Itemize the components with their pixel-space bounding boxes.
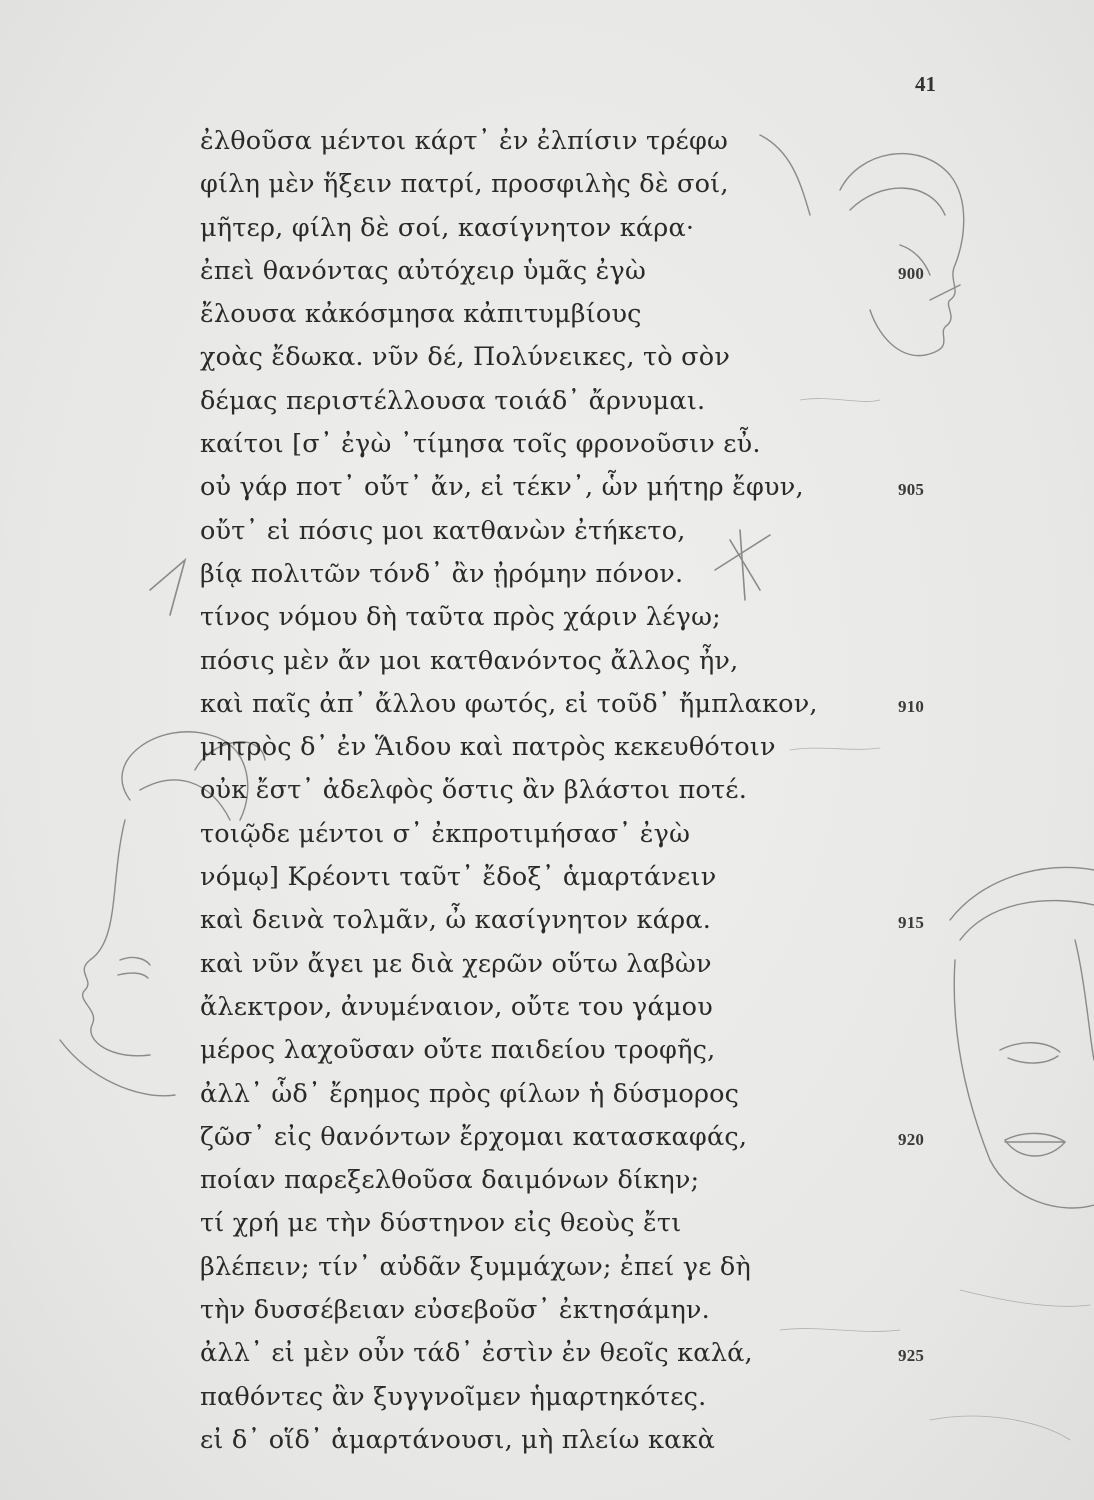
verse-line bbox=[200, 1246, 920, 1289]
verse-text: τοιῷδε μέντοι σ᾽ ἐκπροτιμήσασ᾽ ἐγὼ bbox=[200, 818, 691, 849]
verse-line bbox=[200, 1159, 920, 1202]
verse-line bbox=[200, 856, 920, 899]
verse-line bbox=[200, 553, 920, 596]
verse-text: τίνος νόμου δὴ ταῦτα πρὸς χάριν λέγω; bbox=[200, 602, 721, 633]
line-number: 910 bbox=[898, 696, 925, 716]
verse-line bbox=[200, 250, 925, 293]
verse-text: καίτοι [σ᾽ ἐγὼ ᾽τίμησα τοῖς φρονοῦσιν εὖ. bbox=[200, 429, 761, 460]
verse-text: μῆτερ, φίλη δὲ σοί, κασίγνητον κάρα· bbox=[200, 212, 695, 243]
verse-text: φίλη μὲν ἥξειν πατρί, προσφιλὴς δὲ σοί, bbox=[200, 169, 729, 200]
verse-text: ζῶσ᾽ εἰς θανόντων ἔρχομαι κατασκαφάς, bbox=[200, 1121, 748, 1152]
verse-line bbox=[200, 1332, 925, 1375]
verse-text: χοὰς ἔδωκα. νῦν δέ, Πολύνεικες, τὸ σὸν bbox=[200, 342, 731, 373]
verse-text: βίᾳ πολιτῶν τόνδ᾽ ἂν ᾐρόμην πόνον. bbox=[200, 558, 684, 589]
line-number: 925 bbox=[898, 1346, 925, 1366]
verse-line bbox=[200, 683, 925, 726]
verse-line bbox=[200, 596, 920, 639]
verse-text: ἀλλ᾽ εἰ μὲν οὖν τάδ᾽ ἐστὶν ἐν θεοῖς καλά, bbox=[200, 1338, 753, 1369]
verse-line bbox=[200, 1029, 920, 1072]
verse-line bbox=[200, 726, 920, 769]
verse-line bbox=[200, 163, 920, 206]
line-number: 905 bbox=[898, 480, 925, 500]
verse-text: ποίαν παρεξελθοῦσα δαιμόνων δίκην; bbox=[200, 1165, 700, 1196]
verse-text: ἔλουσα κἀκόσμησα κἀπιτυμβίους bbox=[200, 299, 642, 330]
verse-line bbox=[200, 1419, 920, 1462]
verse-line bbox=[200, 336, 920, 379]
verse-text: παθόντες ἂν ξυγγνοῖμεν ἡμαρτηκότες. bbox=[200, 1381, 707, 1412]
verse-text: τί χρή με τὴν δύστηνον εἰς θεοὺς ἔτι bbox=[200, 1208, 682, 1239]
verse-line bbox=[200, 423, 920, 466]
verse-text: καὶ νῦν ἄγει με διὰ χερῶν οὕτω λαβὼν bbox=[200, 948, 712, 979]
verse-line bbox=[200, 1202, 920, 1245]
verse-list bbox=[200, 120, 925, 1462]
verse-text: πόσις μὲν ἄν μοι κατθανόντος ἄλλος ἦν, bbox=[200, 645, 739, 676]
verse-text: ἀλλ᾽ ὧδ᾽ ἔρημος πρὸς φίλων ἡ δύσμορος bbox=[200, 1078, 740, 1109]
verse-line bbox=[200, 1073, 920, 1116]
verse-text: οὐ γάρ ποτ᾽ οὔτ᾽ ἄν, εἰ τέκν᾽, ὧν μήτηρ ἔφυν, bbox=[200, 472, 804, 503]
verse-line bbox=[200, 120, 920, 163]
verse-text: καὶ παῖς ἀπ᾽ ἄλλου φωτός, εἰ τοῦδ᾽ ἤμπλακον, bbox=[200, 688, 818, 719]
verse-text: καὶ δεινὰ τολμᾶν, ὦ κασίγνητον κάρα. bbox=[200, 905, 711, 936]
line-number: 920 bbox=[898, 1129, 925, 1149]
verse-line bbox=[200, 510, 920, 553]
verse-text: μητρὸς δ᾽ ἐν Ἅιδου καὶ πατρὸς κεκευθότοιν bbox=[200, 732, 776, 763]
line-number: 900 bbox=[898, 263, 925, 283]
verse-line bbox=[200, 380, 920, 423]
verse-line bbox=[200, 1289, 920, 1332]
verse-line bbox=[200, 1116, 925, 1159]
verse-line bbox=[200, 899, 925, 942]
verse-text: νόμῳ] Κρέοντι ταῦτ᾽ ἔδοξ᾽ ἁμαρτάνειν bbox=[200, 862, 717, 893]
verse-line bbox=[200, 293, 920, 336]
verse-line bbox=[200, 466, 925, 509]
face-sketch-right bbox=[950, 867, 1094, 1208]
verse-text: βλέπειν; τίν᾽ αὐδᾶν ξυμμάχων; ἐπεί γε δὴ bbox=[200, 1251, 751, 1282]
verse-text: οὔτ᾽ εἰ πόσις μοι κατθανὼν ἐτήκετο, bbox=[200, 515, 686, 546]
verse-line bbox=[200, 207, 920, 250]
verse-line bbox=[200, 943, 920, 986]
verse-text: ἄλεκτρον, ἀνυμέναιον, οὔτε του γάμου bbox=[200, 991, 713, 1022]
verse-text: ἐπεὶ θανόντας αὐτόχειρ ὑμᾶς ἐγὼ bbox=[200, 255, 646, 286]
verse-line bbox=[200, 640, 920, 683]
verse-line bbox=[200, 813, 920, 856]
line-number: 915 bbox=[898, 913, 925, 933]
verse-text: οὐκ ἔστ᾽ ἀδελφὸς ὅστις ἂν βλάστοι ποτέ. bbox=[200, 775, 747, 806]
verse-line bbox=[200, 769, 920, 812]
page-number: 41 bbox=[915, 72, 936, 96]
verse-text: εἰ δ᾽ οἵδ᾽ ἁμαρτάνουσι, μὴ πλείω κακὰ bbox=[200, 1424, 716, 1455]
verse-text: τὴν δυσσέβειαν εὐσεβοῦσ᾽ ἐκτησάμην. bbox=[200, 1295, 710, 1326]
verse-text: δέμας περιστέλλουσα τοιάδ᾽ ἄρνυμαι. bbox=[200, 385, 706, 416]
verse-text: ἐλθοῦσα μέντοι κάρτ᾽ ἐν ἐλπίσιν τρέφω bbox=[200, 126, 729, 156]
verse-line bbox=[200, 1376, 920, 1419]
verse-line bbox=[200, 986, 920, 1029]
verse-text: μέρος λαχοῦσαν οὔτε παιδείου τροφῆς, bbox=[200, 1035, 716, 1066]
